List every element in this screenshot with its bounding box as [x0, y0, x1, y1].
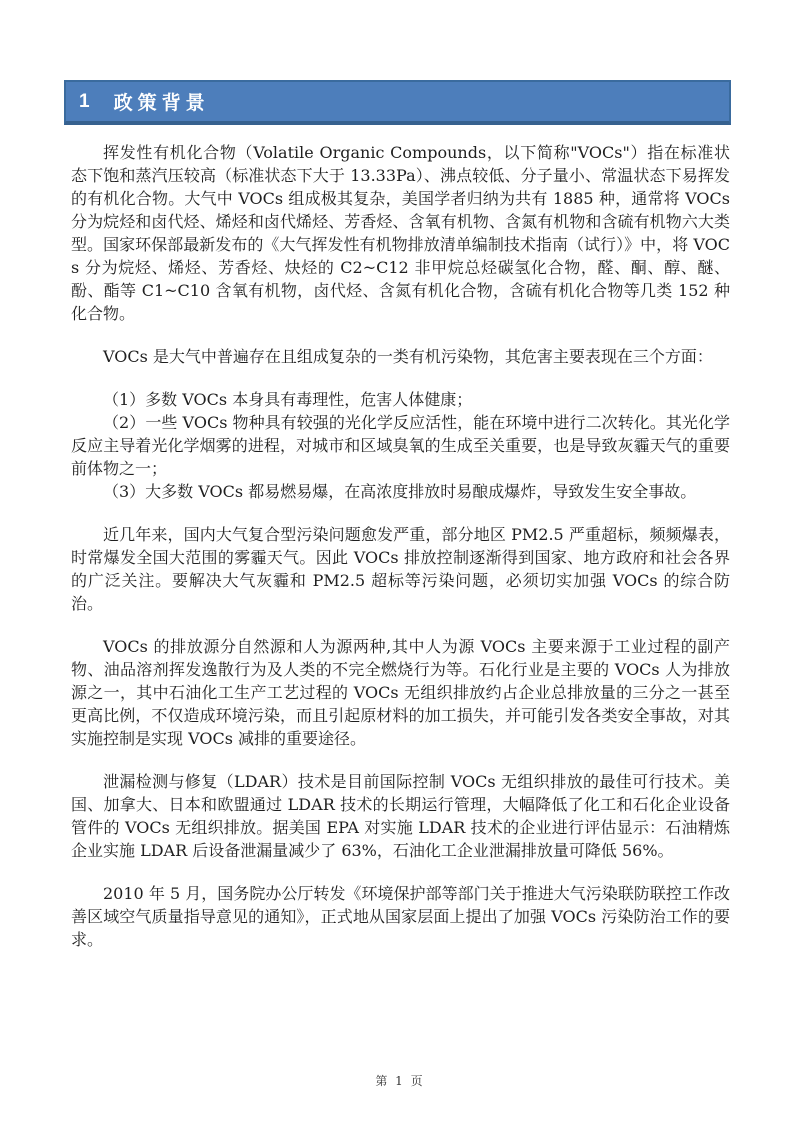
paragraph-vocs-definition: 挥发性有机化合物（Volatile Organic Compounds，以下简称"VOCs"）指在标准状态下饱和蒸汽压较高（标准状态下大于 13.33Pa）、沸点较低、分子量小、常温状态下易挥发的有机化合物。大气中 VOCs 组成极其复杂，美国学者归纳为共有 1885 种，通常将 VOCs 分为烷烃和卤代烃、烯烃和卤代烯烃、芳香烃、含氧有机物、含氮有机物和含硫有机物六大类型。国家环保部最新发布的《大气挥发性有机物排放清单编制技术指南（试行）》中，将 VOCs 分为烷烃、烯烃、芳香烃、炔烃的 C2~C12 非甲烷总烃碳氢化合物，醛、酮、醇、醚、酚、酯等 C1~C10 含氧有机物，卤代烃、含氮有机化合物，含硫有机化合物等几类 152 种化合物。: [71, 143, 730, 323]
paragraph-hazard-item-1: （1）多数 VOCs 本身具有毒理性，危害人体健康；: [103, 390, 473, 409]
paragraph-emission-sources: VOCs 的排放源分自然源和人为源两种,其中人为源 VOCs 主要来源于工业过程的副产物、油品溶剂挥发逸散行为及人类的不完全燃烧行为等。石化行业是主要的 VOCs 人为排放源之一，其中石油化工生产工艺过程的 VOCs 无组织排放约占企业总排放量的三分之一甚至更高比例，不仅造成环境污染，而且引起原材料的加工损失，并可能引发各类安全事故，对其实施控制是实现 VOCs 减排的重要途径。: [71, 637, 730, 748]
page-number-label: 第 1 页: [375, 1074, 425, 1088]
section-title: 政策背景: [113, 93, 210, 114]
paragraph-ldar-technology: 泄漏检测与修复（LDAR）技术是目前国际控制 VOCs 无组织排放的最佳可行技术。美国、加拿大、日本和欧盟通过 LDAR 技术的长期运行管理，大幅降低了化工和石化企业设备管件的 VOCs 无组织排放。据美国 EPA 对实施 LDAR 技术的企业进行评估显示：石油精炼企业实施 LDAR 后设备泄漏量减少了 63%，石油化工企业泄漏排放量可降低 56%。: [71, 772, 730, 860]
document-body: [71, 141, 730, 951]
paragraph-2010-policy: 2010 年 5 月，国务院办公厅转发《环境保护部等部门关于推进大气污染联防联控工作改善区域空气质量指导意见的通知》，正式地从国家层面上提出了加强 VOCs 污染防治工作的要求。: [71, 884, 730, 949]
paragraph-hazard-item-3: （3）大多数 VOCs 都易燃易爆，在高浓度排放时易酿成爆炸，导致发生安全事故。: [103, 482, 697, 501]
section-number: 1: [79, 90, 90, 112]
page-footer: [0, 1072, 800, 1089]
paragraph-hazard-item-2: （2）一些 VOCs 物种具有较强的光化学反应活性，能在环境中进行二次转化。其光化学反应主导着光化学烟雾的进程，对城市和区域臭氧的生成至关重要，也是导致灰霾天气的重要前体物之一；: [71, 413, 730, 478]
paragraph-hazards-intro: VOCs 是大气中普遍存在且组成复杂的一类有机污染物，其危害主要表现在三个方面：: [103, 347, 713, 366]
section-heading-bar: [64, 80, 731, 125]
paragraph-pm25-smog: 近几年来，国内大气复合型污染问题愈发严重，部分地区 PM2.5 严重超标，频频爆表，时常爆发全国大范围的雾霾天气。因此 VOCs 排放控制逐渐得到国家、地方政府和社会各界的广泛关注。要解决大气灰霾和 PM2.5 超标等污染问题，必须切实加强 VOCs 的综合防治。: [71, 525, 730, 613]
